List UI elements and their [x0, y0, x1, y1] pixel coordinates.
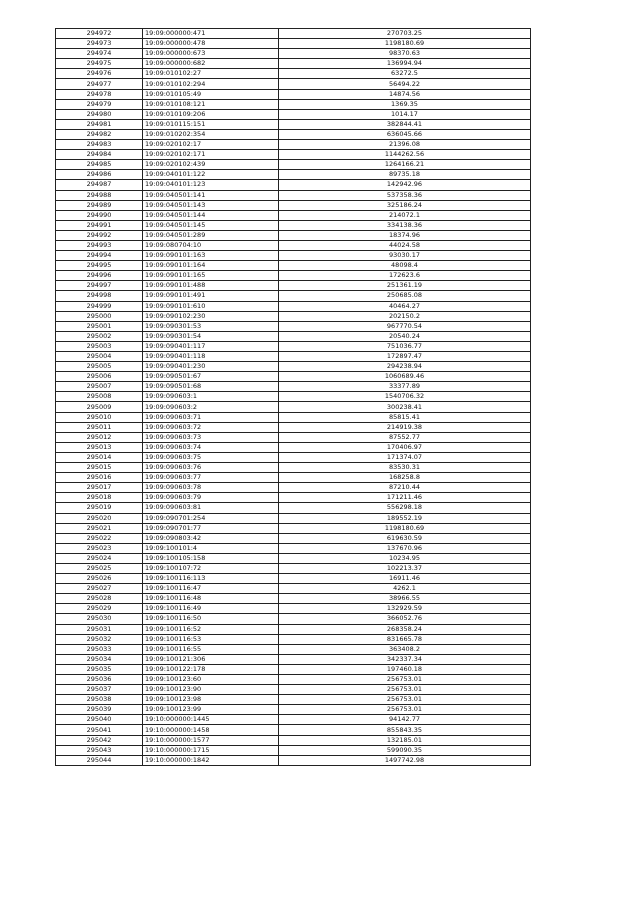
- table-row: [56, 715, 531, 725]
- row-number-cell: 294995: [56, 261, 143, 271]
- table-row: [56, 644, 531, 654]
- cadastral-number-cell: 19:10:000000:1577: [143, 735, 279, 745]
- row-number-cell: 294976: [56, 69, 143, 79]
- cadastral-number-cell: 19:09:020102:17: [143, 140, 279, 150]
- row-number-cell: 294978: [56, 89, 143, 99]
- amount-cell: 256753.01: [279, 675, 531, 685]
- amount-cell: 342337.34: [279, 654, 531, 664]
- amount-cell: 171211.46: [279, 493, 531, 503]
- cadastral-number-cell: 19:10:000000:1842: [143, 755, 279, 765]
- amount-cell: 256753.01: [279, 695, 531, 705]
- cadastral-number-cell: 19:09:100123:98: [143, 695, 279, 705]
- table-row: [56, 584, 531, 594]
- table-row: [56, 29, 531, 39]
- amount-cell: 556298.18: [279, 503, 531, 513]
- amount-cell: 366052.76: [279, 614, 531, 624]
- row-number-cell: 295004: [56, 352, 143, 362]
- amount-cell: 855843.35: [279, 725, 531, 735]
- row-number-cell: 295006: [56, 372, 143, 382]
- cadastral-number-cell: 19:09:090301:53: [143, 321, 279, 331]
- row-number-cell: 295023: [56, 543, 143, 553]
- cadastral-number-cell: 19:09:000000:682: [143, 59, 279, 69]
- amount-cell: 171374.07: [279, 452, 531, 462]
- table-row: [56, 483, 531, 493]
- row-number-cell: 295044: [56, 755, 143, 765]
- cadastral-number-cell: 19:09:090603:76: [143, 463, 279, 473]
- cadastral-number-cell: 19:09:100105:158: [143, 553, 279, 563]
- cadastral-number-cell: 19:09:040501:144: [143, 210, 279, 220]
- table-row: [56, 362, 531, 372]
- table-row: [56, 563, 531, 573]
- cadastral-number-cell: 19:09:090603:72: [143, 422, 279, 432]
- amount-cell: 363408.2: [279, 644, 531, 654]
- table-row: [56, 624, 531, 634]
- table-row: [56, 352, 531, 362]
- row-number-cell: 294990: [56, 210, 143, 220]
- table-row: [56, 160, 531, 170]
- amount-cell: 14874.56: [279, 89, 531, 99]
- row-number-cell: 295005: [56, 362, 143, 372]
- table-row: [56, 341, 531, 351]
- table-row: [56, 150, 531, 160]
- amount-cell: 98370.63: [279, 49, 531, 59]
- row-number-cell: 295039: [56, 705, 143, 715]
- amount-cell: 170406.97: [279, 442, 531, 452]
- row-number-cell: 295029: [56, 604, 143, 614]
- amount-cell: 1144262.56: [279, 150, 531, 160]
- table-row: [56, 392, 531, 402]
- cadastral-number-cell: 19:09:000000:478: [143, 39, 279, 49]
- amount-cell: 268358.24: [279, 624, 531, 634]
- row-number-cell: 294980: [56, 109, 143, 119]
- table-row: [56, 49, 531, 59]
- table-row: [56, 271, 531, 281]
- row-number-cell: 294974: [56, 49, 143, 59]
- table-row: [56, 220, 531, 230]
- cadastral-number-cell: 19:09:090603:73: [143, 432, 279, 442]
- amount-cell: 40464.27: [279, 301, 531, 311]
- amount-cell: 1060689.46: [279, 372, 531, 382]
- row-number-cell: 295017: [56, 483, 143, 493]
- amount-cell: 251361.19: [279, 281, 531, 291]
- cadastral-number-cell: 19:09:090603:74: [143, 442, 279, 452]
- row-number-cell: 295010: [56, 412, 143, 422]
- table-row: [56, 240, 531, 250]
- cadastral-number-cell: 19:09:090603:75: [143, 452, 279, 462]
- cadastral-number-cell: 19:09:000000:673: [143, 49, 279, 59]
- cadastral-number-cell: 19:09:090101:164: [143, 261, 279, 271]
- table-row: [56, 140, 531, 150]
- cadastral-number-cell: 19:09:100123:60: [143, 675, 279, 685]
- table-row: [56, 251, 531, 261]
- table-row: [56, 654, 531, 664]
- amount-cell: 136994.94: [279, 59, 531, 69]
- cadastral-number-cell: 19:09:090101:488: [143, 281, 279, 291]
- row-number-cell: 294982: [56, 129, 143, 139]
- table-row: [56, 634, 531, 644]
- cadastral-number-cell: 19:09:090401:117: [143, 341, 279, 351]
- row-number-cell: 295003: [56, 341, 143, 351]
- amount-cell: 132185.01: [279, 735, 531, 745]
- amount-cell: 270703.25: [279, 29, 531, 39]
- amount-cell: 214072.1: [279, 210, 531, 220]
- cadastral-number-cell: 19:10:000000:1458: [143, 725, 279, 735]
- row-number-cell: 295000: [56, 311, 143, 321]
- cadastral-number-cell: 19:09:100116:48: [143, 594, 279, 604]
- table-row: [56, 190, 531, 200]
- row-number-cell: 294983: [56, 140, 143, 150]
- row-number-cell: 295032: [56, 634, 143, 644]
- table-row: [56, 311, 531, 321]
- row-number-cell: 295014: [56, 452, 143, 462]
- row-number-cell: 295018: [56, 493, 143, 503]
- row-number-cell: 294989: [56, 200, 143, 210]
- table-row: [56, 755, 531, 765]
- amount-cell: 334138.36: [279, 220, 531, 230]
- amount-cell: 33377.89: [279, 382, 531, 392]
- cadastral-number-cell: 19:09:090603:81: [143, 503, 279, 513]
- cadastral-number-cell: 19:09:100116:49: [143, 604, 279, 614]
- cadastral-number-cell: 19:09:080704:10: [143, 240, 279, 250]
- row-number-cell: 295019: [56, 503, 143, 513]
- row-number-cell: 294996: [56, 271, 143, 281]
- cadastral-number-cell: 19:09:090501:68: [143, 382, 279, 392]
- row-number-cell: 295016: [56, 473, 143, 483]
- cadastral-number-cell: 19:10:000000:1445: [143, 715, 279, 725]
- row-number-cell: 295020: [56, 513, 143, 523]
- table-row: [56, 735, 531, 745]
- cadastral-number-cell: 19:09:090701:254: [143, 513, 279, 523]
- amount-cell: 189552.19: [279, 513, 531, 523]
- amount-cell: 38966.55: [279, 594, 531, 604]
- table-row: [56, 89, 531, 99]
- table-row: [56, 119, 531, 129]
- cadastral-number-cell: 19:09:090803:42: [143, 533, 279, 543]
- row-number-cell: 294999: [56, 301, 143, 311]
- amount-cell: 300238.41: [279, 402, 531, 412]
- table-body: [56, 29, 531, 766]
- cadastral-number-cell: 19:09:100116:53: [143, 634, 279, 644]
- table-row: [56, 523, 531, 533]
- cadastral-number-cell: 19:09:100116:113: [143, 574, 279, 584]
- row-number-cell: 295013: [56, 442, 143, 452]
- cadastral-number-cell: 19:09:040101:122: [143, 170, 279, 180]
- amount-cell: 63272.5: [279, 69, 531, 79]
- row-number-cell: 295034: [56, 654, 143, 664]
- row-number-cell: 294972: [56, 29, 143, 39]
- amount-cell: 1369.35: [279, 99, 531, 109]
- amount-cell: 85815.41: [279, 412, 531, 422]
- amount-cell: 172897.47: [279, 352, 531, 362]
- row-number-cell: 295001: [56, 321, 143, 331]
- table-row: [56, 604, 531, 614]
- table-row: [56, 109, 531, 119]
- table-row: [56, 473, 531, 483]
- amount-cell: 10234.95: [279, 553, 531, 563]
- row-number-cell: 295042: [56, 735, 143, 745]
- table-row: [56, 200, 531, 210]
- row-number-cell: 295024: [56, 553, 143, 563]
- amount-cell: 56494.22: [279, 79, 531, 89]
- row-number-cell: 294975: [56, 59, 143, 69]
- cadastral-number-cell: 19:09:010105:49: [143, 89, 279, 99]
- row-number-cell: 294984: [56, 150, 143, 160]
- table-row: [56, 59, 531, 69]
- cadastral-number-cell: 19:09:090603:78: [143, 483, 279, 493]
- table-row: [56, 452, 531, 462]
- table-row: [56, 79, 531, 89]
- amount-cell: 1198180.69: [279, 523, 531, 533]
- cadastral-number-cell: 19:09:010102:294: [143, 79, 279, 89]
- amount-cell: 132929.59: [279, 604, 531, 614]
- table-row: [56, 301, 531, 311]
- row-number-cell: 294977: [56, 79, 143, 89]
- cadastral-number-cell: 19:09:090301:54: [143, 331, 279, 341]
- cadastral-number-cell: 19:09:040101:123: [143, 180, 279, 190]
- cadastral-number-cell: 19:09:100101:4: [143, 543, 279, 553]
- table-row: [56, 513, 531, 523]
- table-row: [56, 291, 531, 301]
- row-number-cell: 295031: [56, 624, 143, 634]
- cadastral-number-cell: 19:09:100122:178: [143, 664, 279, 674]
- cadastral-number-cell: 19:09:090603:71: [143, 412, 279, 422]
- cadastral-number-cell: 19:09:100116:52: [143, 624, 279, 634]
- amount-cell: 382844.41: [279, 119, 531, 129]
- table-row: [56, 422, 531, 432]
- row-number-cell: 295040: [56, 715, 143, 725]
- amount-cell: 137670.96: [279, 543, 531, 553]
- cadastral-number-cell: 19:09:090603:1: [143, 392, 279, 402]
- row-number-cell: 295012: [56, 432, 143, 442]
- cadastral-number-cell: 19:09:090401:118: [143, 352, 279, 362]
- amount-cell: 4262.1: [279, 584, 531, 594]
- amount-cell: 94142.77: [279, 715, 531, 725]
- cadastral-number-cell: 19:09:090101:610: [143, 301, 279, 311]
- table-row: [56, 261, 531, 271]
- table-row: [56, 705, 531, 715]
- table-row: [56, 574, 531, 584]
- cadastral-number-cell: 19:09:100116:50: [143, 614, 279, 624]
- table-row: [56, 321, 531, 331]
- amount-cell: 751036.77: [279, 341, 531, 351]
- amount-cell: 256753.01: [279, 685, 531, 695]
- amount-cell: 1198180.69: [279, 39, 531, 49]
- amount-cell: 168258.8: [279, 473, 531, 483]
- table-row: [56, 685, 531, 695]
- amount-cell: 93030.17: [279, 251, 531, 261]
- table-row: [56, 402, 531, 412]
- row-number-cell: 294986: [56, 170, 143, 180]
- amount-cell: 636045.66: [279, 129, 531, 139]
- cadastral-number-cell: 19:09:090101:491: [143, 291, 279, 301]
- row-number-cell: 294997: [56, 281, 143, 291]
- row-number-cell: 295027: [56, 584, 143, 594]
- table-row: [56, 39, 531, 49]
- row-number-cell: 295026: [56, 574, 143, 584]
- amount-cell: 44024.58: [279, 240, 531, 250]
- row-number-cell: 294979: [56, 99, 143, 109]
- row-number-cell: 295008: [56, 392, 143, 402]
- table-row: [56, 69, 531, 79]
- row-number-cell: 294994: [56, 251, 143, 261]
- amount-cell: 831665.78: [279, 634, 531, 644]
- table-row: [56, 331, 531, 341]
- row-number-cell: 294993: [56, 240, 143, 250]
- row-number-cell: 295038: [56, 695, 143, 705]
- cadastral-number-cell: 19:09:090701:77: [143, 523, 279, 533]
- amount-cell: 294238.94: [279, 362, 531, 372]
- amount-cell: 87552.77: [279, 432, 531, 442]
- table-row: [56, 675, 531, 685]
- row-number-cell: 295021: [56, 523, 143, 533]
- row-number-cell: 295011: [56, 422, 143, 432]
- row-number-cell: 294998: [56, 291, 143, 301]
- amount-cell: 142942.96: [279, 180, 531, 190]
- data-table: [55, 28, 531, 766]
- amount-cell: 16911.46: [279, 574, 531, 584]
- row-number-cell: 295025: [56, 563, 143, 573]
- cadastral-number-cell: 19:09:040501:145: [143, 220, 279, 230]
- table-row: [56, 745, 531, 755]
- row-number-cell: 294987: [56, 180, 143, 190]
- row-number-cell: 295041: [56, 725, 143, 735]
- table-row: [56, 533, 531, 543]
- cadastral-number-cell: 19:09:100116:47: [143, 584, 279, 594]
- amount-cell: 197460.18: [279, 664, 531, 674]
- table-row: [56, 372, 531, 382]
- table-row: [56, 503, 531, 513]
- amount-cell: 1014.17: [279, 109, 531, 119]
- table-row: [56, 412, 531, 422]
- amount-cell: 599090.35: [279, 745, 531, 755]
- cadastral-number-cell: 19:09:090102:230: [143, 311, 279, 321]
- amount-cell: 214919.38: [279, 422, 531, 432]
- cadastral-number-cell: 19:09:010102:27: [143, 69, 279, 79]
- cadastral-number-cell: 19:09:010202:354: [143, 129, 279, 139]
- amount-cell: 619630.59: [279, 533, 531, 543]
- cadastral-number-cell: 19:09:090101:165: [143, 271, 279, 281]
- row-number-cell: 294991: [56, 220, 143, 230]
- cadastral-number-cell: 19:09:010115:151: [143, 119, 279, 129]
- amount-cell: 18374.96: [279, 230, 531, 240]
- amount-cell: 202150.2: [279, 311, 531, 321]
- row-number-cell: 295002: [56, 331, 143, 341]
- table-row: [56, 432, 531, 442]
- table-row: [56, 170, 531, 180]
- cadastral-number-cell: 19:09:010108:121: [143, 99, 279, 109]
- table-row: [56, 463, 531, 473]
- amount-cell: 250685.08: [279, 291, 531, 301]
- cadastral-number-cell: 19:09:000000:471: [143, 29, 279, 39]
- amount-cell: 102213.37: [279, 563, 531, 573]
- row-number-cell: 295009: [56, 402, 143, 412]
- cadastral-number-cell: 19:09:040501:143: [143, 200, 279, 210]
- table-row: [56, 543, 531, 553]
- table-row: [56, 594, 531, 604]
- cadastral-number-cell: 19:09:010109:206: [143, 109, 279, 119]
- cadastral-number-cell: 19:09:040501:289: [143, 230, 279, 240]
- amount-cell: 1497742.98: [279, 755, 531, 765]
- table-row: [56, 442, 531, 452]
- table-row: [56, 230, 531, 240]
- cadastral-number-cell: 19:09:100123:90: [143, 685, 279, 695]
- table-row: [56, 664, 531, 674]
- row-number-cell: 295043: [56, 745, 143, 755]
- table-row: [56, 129, 531, 139]
- row-number-cell: 295015: [56, 463, 143, 473]
- table-row: [56, 382, 531, 392]
- table-row: [56, 281, 531, 291]
- table-row: [56, 180, 531, 190]
- row-number-cell: 294973: [56, 39, 143, 49]
- amount-cell: 21396.08: [279, 140, 531, 150]
- amount-cell: 20540.24: [279, 331, 531, 341]
- amount-cell: 1264166.21: [279, 160, 531, 170]
- row-number-cell: 294988: [56, 190, 143, 200]
- row-number-cell: 294985: [56, 160, 143, 170]
- amount-cell: 87210.44: [279, 483, 531, 493]
- row-number-cell: 295035: [56, 664, 143, 674]
- cadastral-number-cell: 19:09:100121:306: [143, 654, 279, 664]
- row-number-cell: 294992: [56, 230, 143, 240]
- row-number-cell: 294981: [56, 119, 143, 129]
- amount-cell: 89735.18: [279, 170, 531, 180]
- cadastral-number-cell: 19:09:040501:141: [143, 190, 279, 200]
- table-row: [56, 99, 531, 109]
- cadastral-number-cell: 19:09:090401:230: [143, 362, 279, 372]
- cadastral-number-cell: 19:09:090603:77: [143, 473, 279, 483]
- row-number-cell: 295037: [56, 685, 143, 695]
- amount-cell: 1540706.32: [279, 392, 531, 402]
- row-number-cell: 295033: [56, 644, 143, 654]
- cadastral-number-cell: 19:10:000000:1715: [143, 745, 279, 755]
- amount-cell: 537358.36: [279, 190, 531, 200]
- amount-cell: 256753.01: [279, 705, 531, 715]
- row-number-cell: 295030: [56, 614, 143, 624]
- cadastral-number-cell: 19:09:100116:55: [143, 644, 279, 654]
- table-row: [56, 553, 531, 563]
- table-row: [56, 695, 531, 705]
- row-number-cell: 295007: [56, 382, 143, 392]
- amount-cell: 48098.4: [279, 261, 531, 271]
- cadastral-number-cell: 19:09:090501:67: [143, 372, 279, 382]
- cadastral-number-cell: 19:09:100107:72: [143, 563, 279, 573]
- cadastral-number-cell: 19:09:090101:163: [143, 251, 279, 261]
- table-row: [56, 725, 531, 735]
- amount-cell: 325186.24: [279, 200, 531, 210]
- amount-cell: 967770.54: [279, 321, 531, 331]
- table-row: [56, 493, 531, 503]
- cadastral-number-cell: 19:09:020102:171: [143, 150, 279, 160]
- table-row: [56, 614, 531, 624]
- row-number-cell: 295036: [56, 675, 143, 685]
- cadastral-number-cell: 19:09:090603:2: [143, 402, 279, 412]
- row-number-cell: 295022: [56, 533, 143, 543]
- amount-cell: 172623.6: [279, 271, 531, 281]
- cadastral-number-cell: 19:09:020102:439: [143, 160, 279, 170]
- cadastral-number-cell: 19:09:100123:99: [143, 705, 279, 715]
- table-row: [56, 210, 531, 220]
- row-number-cell: 295028: [56, 594, 143, 604]
- cadastral-number-cell: 19:09:090603:79: [143, 493, 279, 503]
- amount-cell: 83530.31: [279, 463, 531, 473]
